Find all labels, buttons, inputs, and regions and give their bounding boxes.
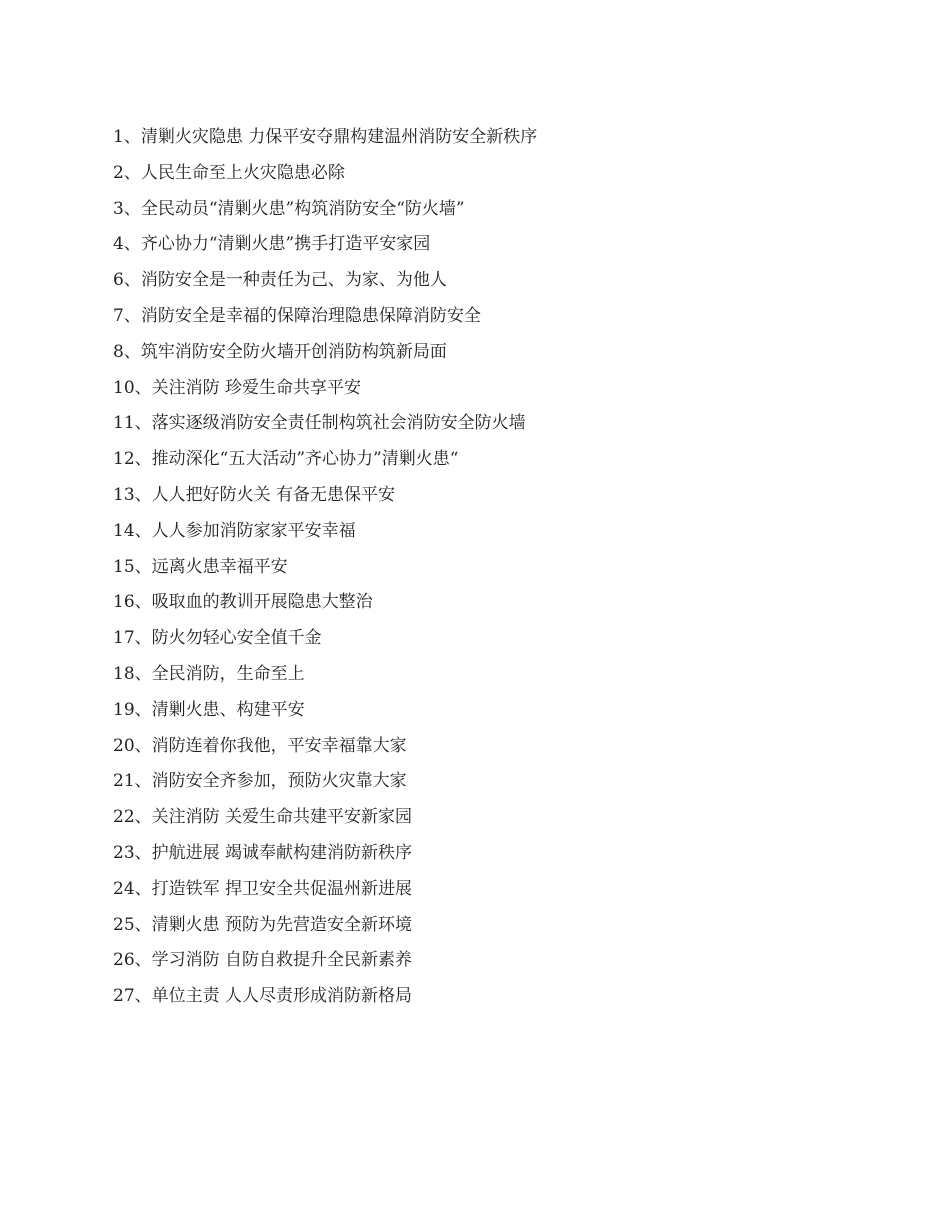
slogan-item: 17、防火勿轻心安全值千金 (113, 628, 322, 649)
slogan-item: 13、人人把好防火关 有备无患保平安 (113, 484, 396, 505)
slogan-item: 25、清剿火患 预防为先营造安全新环境 (113, 914, 413, 935)
slogan-item: 23、护航进展 竭诚奉献构建消防新秩序 (113, 842, 413, 863)
slogan-item: 19、清剿火患、构建平安 (113, 699, 305, 720)
slogan-item: 12、推动深化“五大活动”齐心协力”清剿火患“ (113, 449, 459, 470)
slogan-item: 18、全民消防，生命至上 (113, 663, 305, 684)
slogan-item: 11、落实逐级消防安全责任制构筑社会消防安全防火墙 (113, 413, 526, 434)
slogan-item: 4、齐心协力“清剿火患”携手打造平安家园 (113, 234, 431, 255)
slogan-item: 3、全民动员“清剿火患”构筑消防安全“防火墙” (113, 198, 465, 219)
slogan-item: 1、清剿火灾隐患 力保平安夺鼎构建温州消防安全新秩序 (113, 127, 538, 147)
slogan-item: 20、消防连着你我他，平安幸福靠大家 (113, 735, 407, 756)
slogan-item: 26、学习消防 自防自救提升全民新素养 (113, 950, 413, 971)
slogan-item: 2、人民生命至上火灾隐患必除 (113, 162, 345, 183)
slogan-item: 7、消防安全是幸福的保障治理隐患保障消防安全 (113, 305, 481, 326)
slogan-item: 15、远离火患幸福平安 (113, 556, 288, 577)
slogan-item: 10、关注消防 珍爱生命共享平安 (113, 377, 362, 398)
slogan-item: 8、筑牢消防安全防火墙开创消防构筑新局面 (113, 341, 447, 362)
slogan-item: 27、单位主责 人人尽责形成消防新格局 (113, 986, 413, 1007)
slogan-item: 14、人人参加消防家家平安幸福 (113, 520, 356, 541)
slogan-item: 22、关注消防 关爱生命共建平安新家园 (113, 807, 413, 828)
slogan-item: 21、消防安全齐参加，预防火灾靠大家 (113, 771, 407, 792)
slogan-item: 6、消防安全是一种责任为己、为家、为他人 (113, 270, 447, 291)
slogan-item: 24、打造铁军 捍卫安全共促温州新进展 (113, 878, 413, 899)
slogan-item: 16、吸取血的教训开展隐患大整治 (113, 592, 373, 613)
slogan-list (113, 122, 873, 1017)
